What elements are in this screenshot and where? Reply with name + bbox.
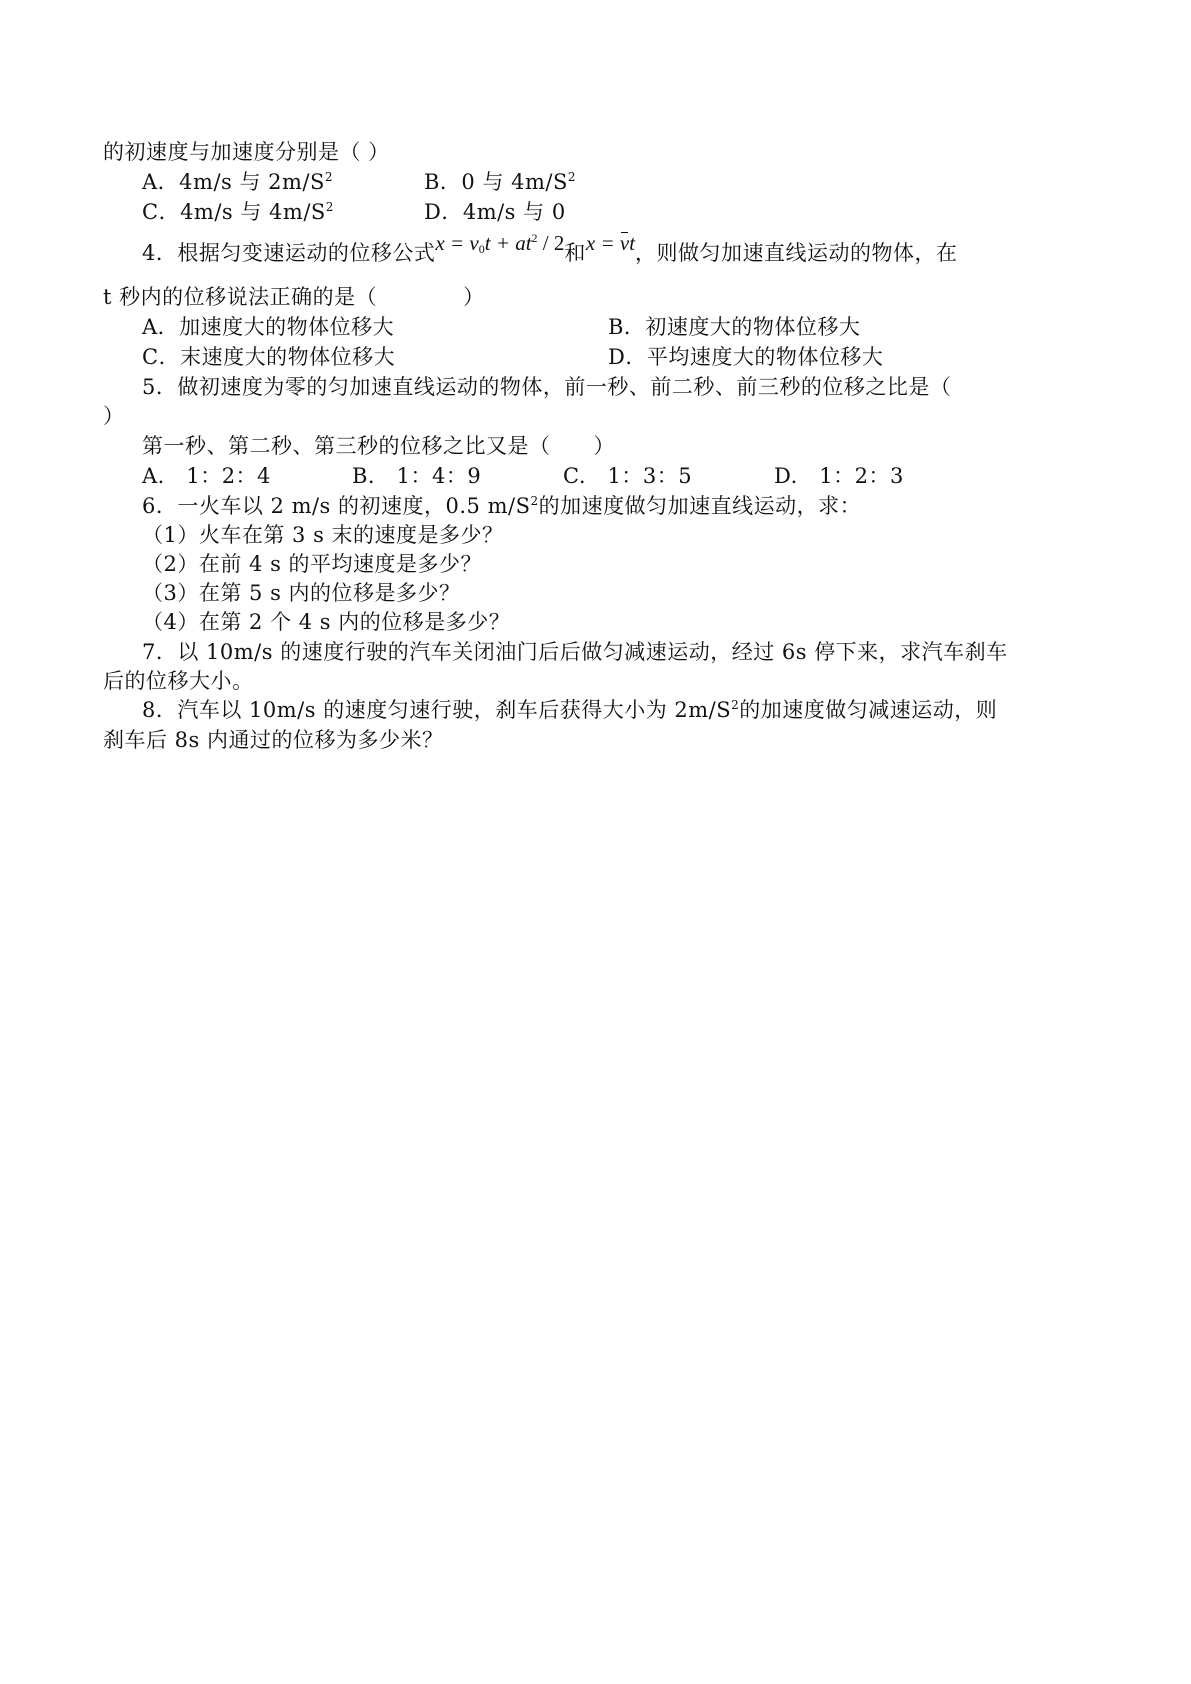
displacement-formula-1: $x = v_0t + at^2 / 2$: [435, 231, 565, 256]
q4-lead-text: 4．根据匀变速运动的位移公式: [142, 241, 436, 265]
q3-stem-text: 的初速度与加速度分别是（ ）: [103, 140, 390, 164]
q4-option-b: B．初速度大的物体位移大: [608, 315, 861, 339]
q5-option-d: D. 1：2：3: [774, 464, 904, 488]
q3-option-a: A．4m/s 与 $2m/S^2$: [142, 170, 334, 194]
q5-option-b: B. 1：4：9: [352, 464, 482, 488]
q4-and-text: 和: [564, 241, 586, 265]
q5-option-a: A. 1：2：4: [142, 464, 271, 488]
q4-stem-line-1: [142, 231, 958, 267]
q6-sub-1: （1）火车在第 3 s 末的速度是多少？: [142, 523, 504, 547]
q5-stem-line-1: 5．做初速度为零的匀加速直线运动的物体，前一秒、前二秒、前三秒的位移之比是（: [142, 375, 952, 399]
q7-stem-line-2: 后的位移大小。: [103, 669, 254, 693]
q8-stem-line-2: 刹车后 8s 内通过的位移为多少米？: [103, 728, 444, 752]
q4-stem-line-2: t 秒内的位移说法正确的是（ ）: [103, 285, 485, 309]
q8-stem-line-1: 8．汽车以 10m/s 的速度匀速行驶，刹车后获得大小为 $2m/S^2$的加速度做匀减速运动，则: [142, 698, 998, 722]
q6-stem: 6．一火车以 2 m/s 的初速度，0.5 $m/S^2$的加速度做匀加速直线运动，求：: [142, 494, 862, 518]
q4-option-d: D．平均速度大的物体位移大: [608, 345, 884, 369]
q5-stem-line-3: 第一秒、第二秒、第三秒的位移之比又是（ ）: [142, 434, 615, 458]
q4-option-c: C．末速度大的物体位移大: [142, 345, 396, 369]
q6-sub-2: （2）在前 4 s 的平均速度是多少？: [142, 552, 483, 576]
q4-option-a: A．加速度大的物体位移大: [142, 315, 395, 339]
q7-stem-line-1: 7．以 10m/s 的速度行驶的汽车关闭油门后后做匀减速运动，经过 6s 停下来，求汽车刹车: [142, 640, 1008, 664]
q5-option-c: C. 1：3：5: [563, 464, 693, 488]
q3-option-b: B．0 与 $4m/S^2$: [424, 170, 577, 194]
displacement-formula-2: x = vt: [585, 231, 636, 255]
q3-option-d: D．4m/s 与 0: [424, 200, 566, 224]
q6-sub-4: （4）在第 2 个 4 s 内的位移是多少？: [142, 610, 511, 634]
q3-stem-tail: [103, 138, 390, 166]
q5-stem-line-2: ）: [103, 404, 125, 428]
q3-option-c: C．4m/s 与 $4m/S^2$: [142, 200, 334, 224]
q6-sub-3: （3）在第 5 s 内的位移是多少？: [142, 581, 461, 605]
q4-tail-text: ，则做匀加速直线运动的物体，在: [635, 241, 958, 265]
